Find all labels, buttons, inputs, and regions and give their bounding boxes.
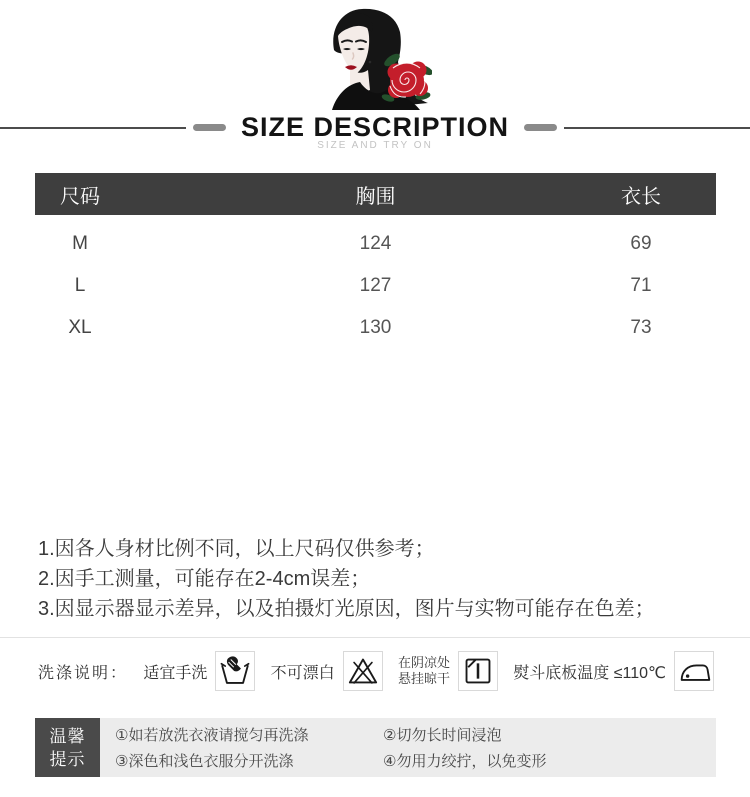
care-item-hang-dry (398, 651, 498, 691)
tip-item: ④勿用力绞拧，以免变形 (383, 753, 547, 770)
note-line: 1.因各人身材比例不同，以上尺码仅供参考； (38, 538, 435, 560)
no-bleach-icon (343, 651, 383, 691)
care-item-label: 适宜手洗 (143, 664, 208, 682)
title-cap-left (193, 124, 226, 131)
size-value: M (72, 233, 88, 254)
length-value: 73 (630, 317, 652, 338)
bust-value: 130 (359, 317, 392, 338)
table-row (35, 307, 716, 349)
note-line: 2.因手工测量，可能存在2-4cm误差； (38, 568, 371, 590)
care-item-no-bleach (271, 651, 383, 691)
table-row (35, 223, 716, 265)
bust-value: 124 (359, 233, 392, 254)
iron-icon (674, 651, 714, 691)
page-subtitle: SIZE AND TRY ON (317, 140, 433, 151)
size-value: XL (68, 317, 92, 338)
size-value: L (74, 275, 86, 296)
length-value: 71 (630, 275, 652, 296)
woman-with-rose-illustration (328, 6, 432, 110)
title-rule-left (0, 127, 186, 129)
bust-value: 127 (359, 275, 392, 296)
table-row (35, 265, 716, 307)
care-label: 洗涤说明： (38, 664, 129, 682)
title-rule-right (564, 127, 750, 129)
tip-item: ②切勿长时间浸泡 (383, 727, 502, 744)
size-table-body (35, 215, 716, 349)
warm-tips-body (100, 718, 716, 777)
title-cap-right (524, 124, 557, 131)
page-title: SIZE DESCRIPTION (240, 112, 510, 142)
care-item-label: 熨斗底板温度 ≤110℃ (513, 664, 666, 682)
title-row (0, 112, 750, 143)
care-item-iron (513, 651, 714, 691)
note-line: 3.因显示器显示差异，以及拍摄灯光原因，图片与实物可能存在色差； (38, 598, 655, 620)
care-item-hand-wash (143, 651, 255, 691)
hand-wash-icon (215, 651, 255, 691)
tip-item: ③深色和浅色衣服分开洗涤 (115, 753, 294, 770)
length-value: 69 (630, 233, 652, 254)
warm-tips-label: 温馨 提示 (35, 718, 100, 777)
warm-tips (35, 718, 716, 777)
size-table-header (35, 173, 716, 215)
care-item-label: 在阴凉处 悬挂晾干 (397, 655, 450, 686)
tip-item: ①如若放洗衣液请搅匀再洗涤 (115, 727, 309, 744)
col-header-size: 尺码 (60, 185, 100, 208)
hang-dry-icon (458, 651, 498, 691)
size-table (35, 173, 716, 349)
earring (369, 61, 372, 64)
section-divider (0, 637, 750, 638)
col-header-length: 衣长 (621, 185, 661, 208)
notes (38, 534, 655, 624)
col-header-bust: 胸围 (355, 185, 396, 208)
care-instructions (38, 650, 714, 692)
care-item-label: 不可漂白 (270, 664, 335, 682)
